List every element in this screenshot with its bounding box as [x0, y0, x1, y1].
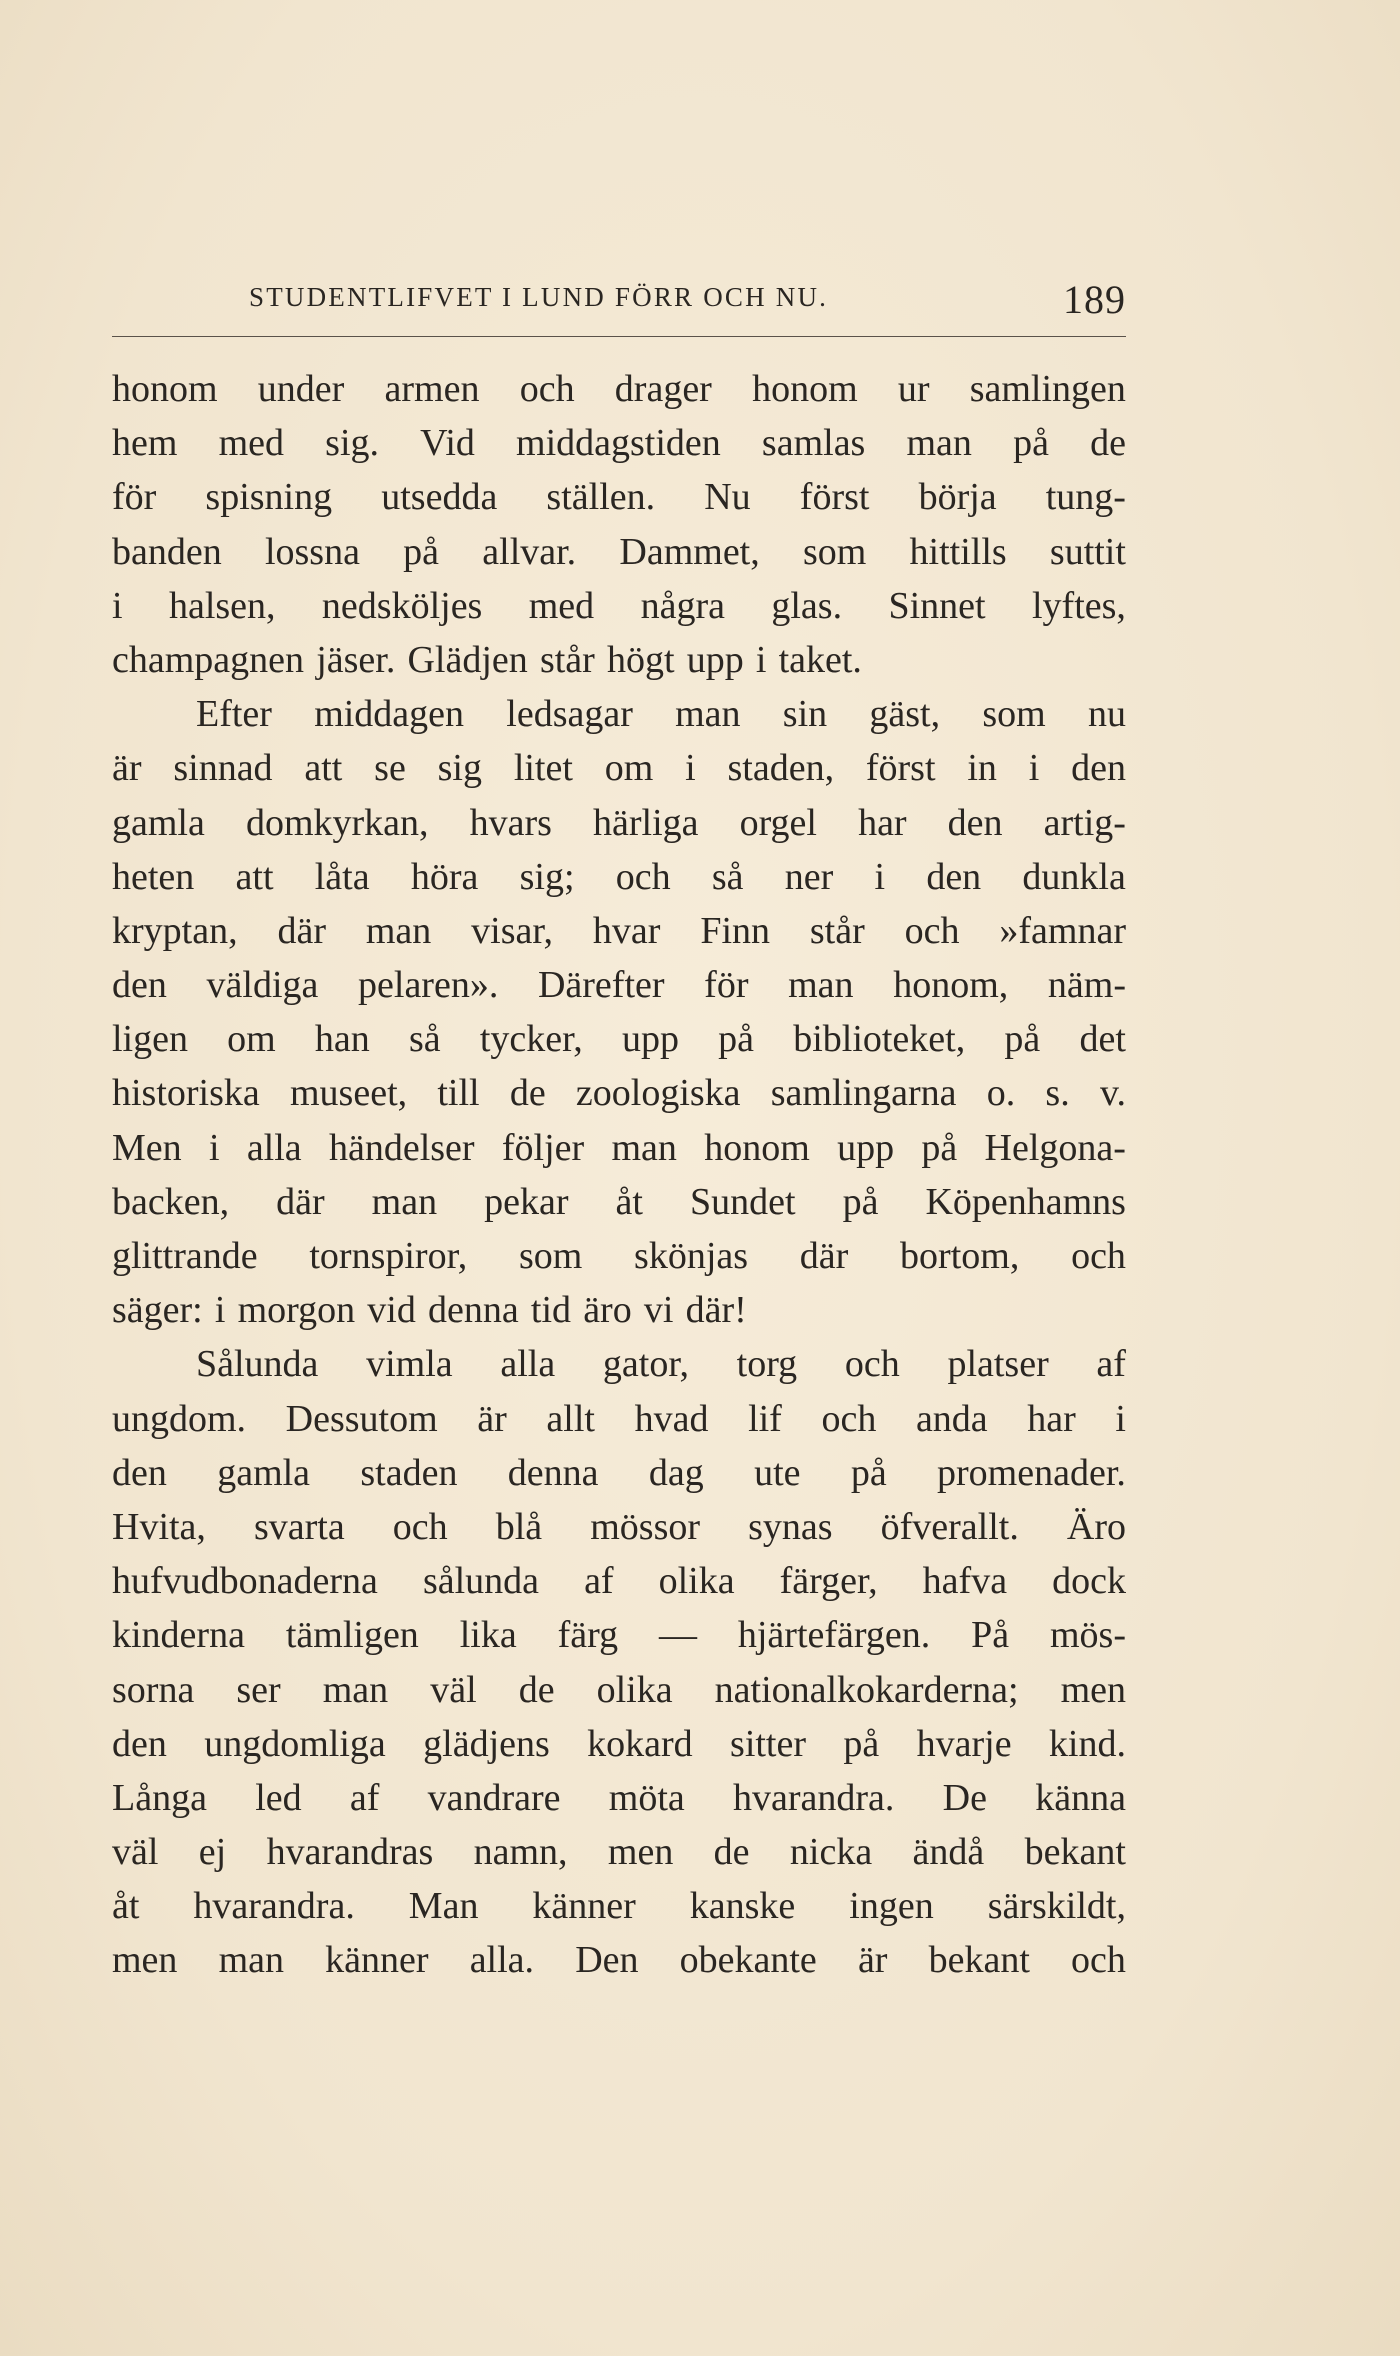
running-title: STUDENTLIFVET I LUND FÖRR OCH NU.	[249, 282, 829, 312]
text-line: champagnen jäser. Glädjen står högt upp i taket.	[112, 638, 862, 681]
text-line: Sålunda vimla alla gator, torg och platser af	[196, 1343, 1126, 1386]
text-line: säger: i morgon vid denna tid äro vi där!	[112, 1289, 747, 1332]
text-line: heten att låta höra sig; och så ner i den dunkla	[112, 855, 1126, 898]
text-line: i halsen, nedsköljes med några glas. Sinnet lyftes,	[112, 584, 1126, 627]
text-line: honom under armen och drager honom ur samlingen	[112, 368, 1126, 410]
text-line: gamla domkyrkan, hvars härliga orgel har den artig-	[112, 801, 1126, 844]
text-line: Men i alla händelser följer man honom upp på Helgona-	[112, 1126, 1126, 1169]
text-line: är sinnad att se sig litet om i staden, först in i den	[112, 747, 1126, 790]
text-line: åt hvarandra. Man känner kanske ingen särskildt,	[112, 1885, 1126, 1928]
text-line: hufvudbonaderna sålunda af olika färger, hafva dock	[112, 1560, 1126, 1603]
text-line: glittrande tornspiror, som skönjas där bortom, och	[112, 1235, 1126, 1277]
text-line: men man känner alla. Den obekante är bekant och	[112, 1939, 1126, 1982]
text-line: för spisning utsedda ställen. Nu först börja tung-	[112, 476, 1126, 519]
text-line: väl ej hvarandras namn, men de nicka ändå bekant	[112, 1831, 1126, 1874]
text-line: kinderna tämligen lika färg — hjärtefärgen. På mös-	[112, 1614, 1126, 1657]
text-line: banden lossna på allvar. Dammet, som hittills suttit	[112, 530, 1126, 573]
page-header	[112, 277, 1126, 322]
text-line: den ungdomliga glädjens kokard sitter på hvarje kind.	[112, 1722, 1126, 1765]
text-line: den väldiga pelaren». Därefter för man honom, näm-	[112, 964, 1126, 1007]
text-line: sorna ser man väl de olika nationalkokarderna; men	[112, 1668, 1126, 1711]
text-line: Hvita, svarta och blå mössor synas öfverallt. Äro	[112, 1505, 1126, 1548]
text-line: ligen om han så tycker, upp på biblioteket, på det	[112, 1018, 1126, 1061]
header-rule	[112, 336, 1126, 337]
text-line: kryptan, där man visar, hvar Finn står och »famnar	[112, 909, 1126, 952]
text-line: Efter middagen ledsagar man sin gäst, som nu	[196, 693, 1126, 736]
text-line: den gamla staden denna dag ute på promenader.	[112, 1451, 1126, 1494]
text-line: historiska museet, till de zoologiska samlingarna o. s. v.	[112, 1072, 1126, 1115]
body-text	[112, 362, 1126, 1988]
text-line: Långa led af vandrare möta hvarandra. De känna	[112, 1776, 1126, 1819]
page-number: 189	[1063, 277, 1126, 322]
text-line: backen, där man pekar åt Sundet på Köpenhamns	[112, 1180, 1126, 1223]
text-line: hem med sig. Vid middagstiden samlas man på de	[112, 422, 1126, 465]
text-line: ungdom. Dessutom är allt hvad lif och anda har i	[112, 1397, 1126, 1440]
